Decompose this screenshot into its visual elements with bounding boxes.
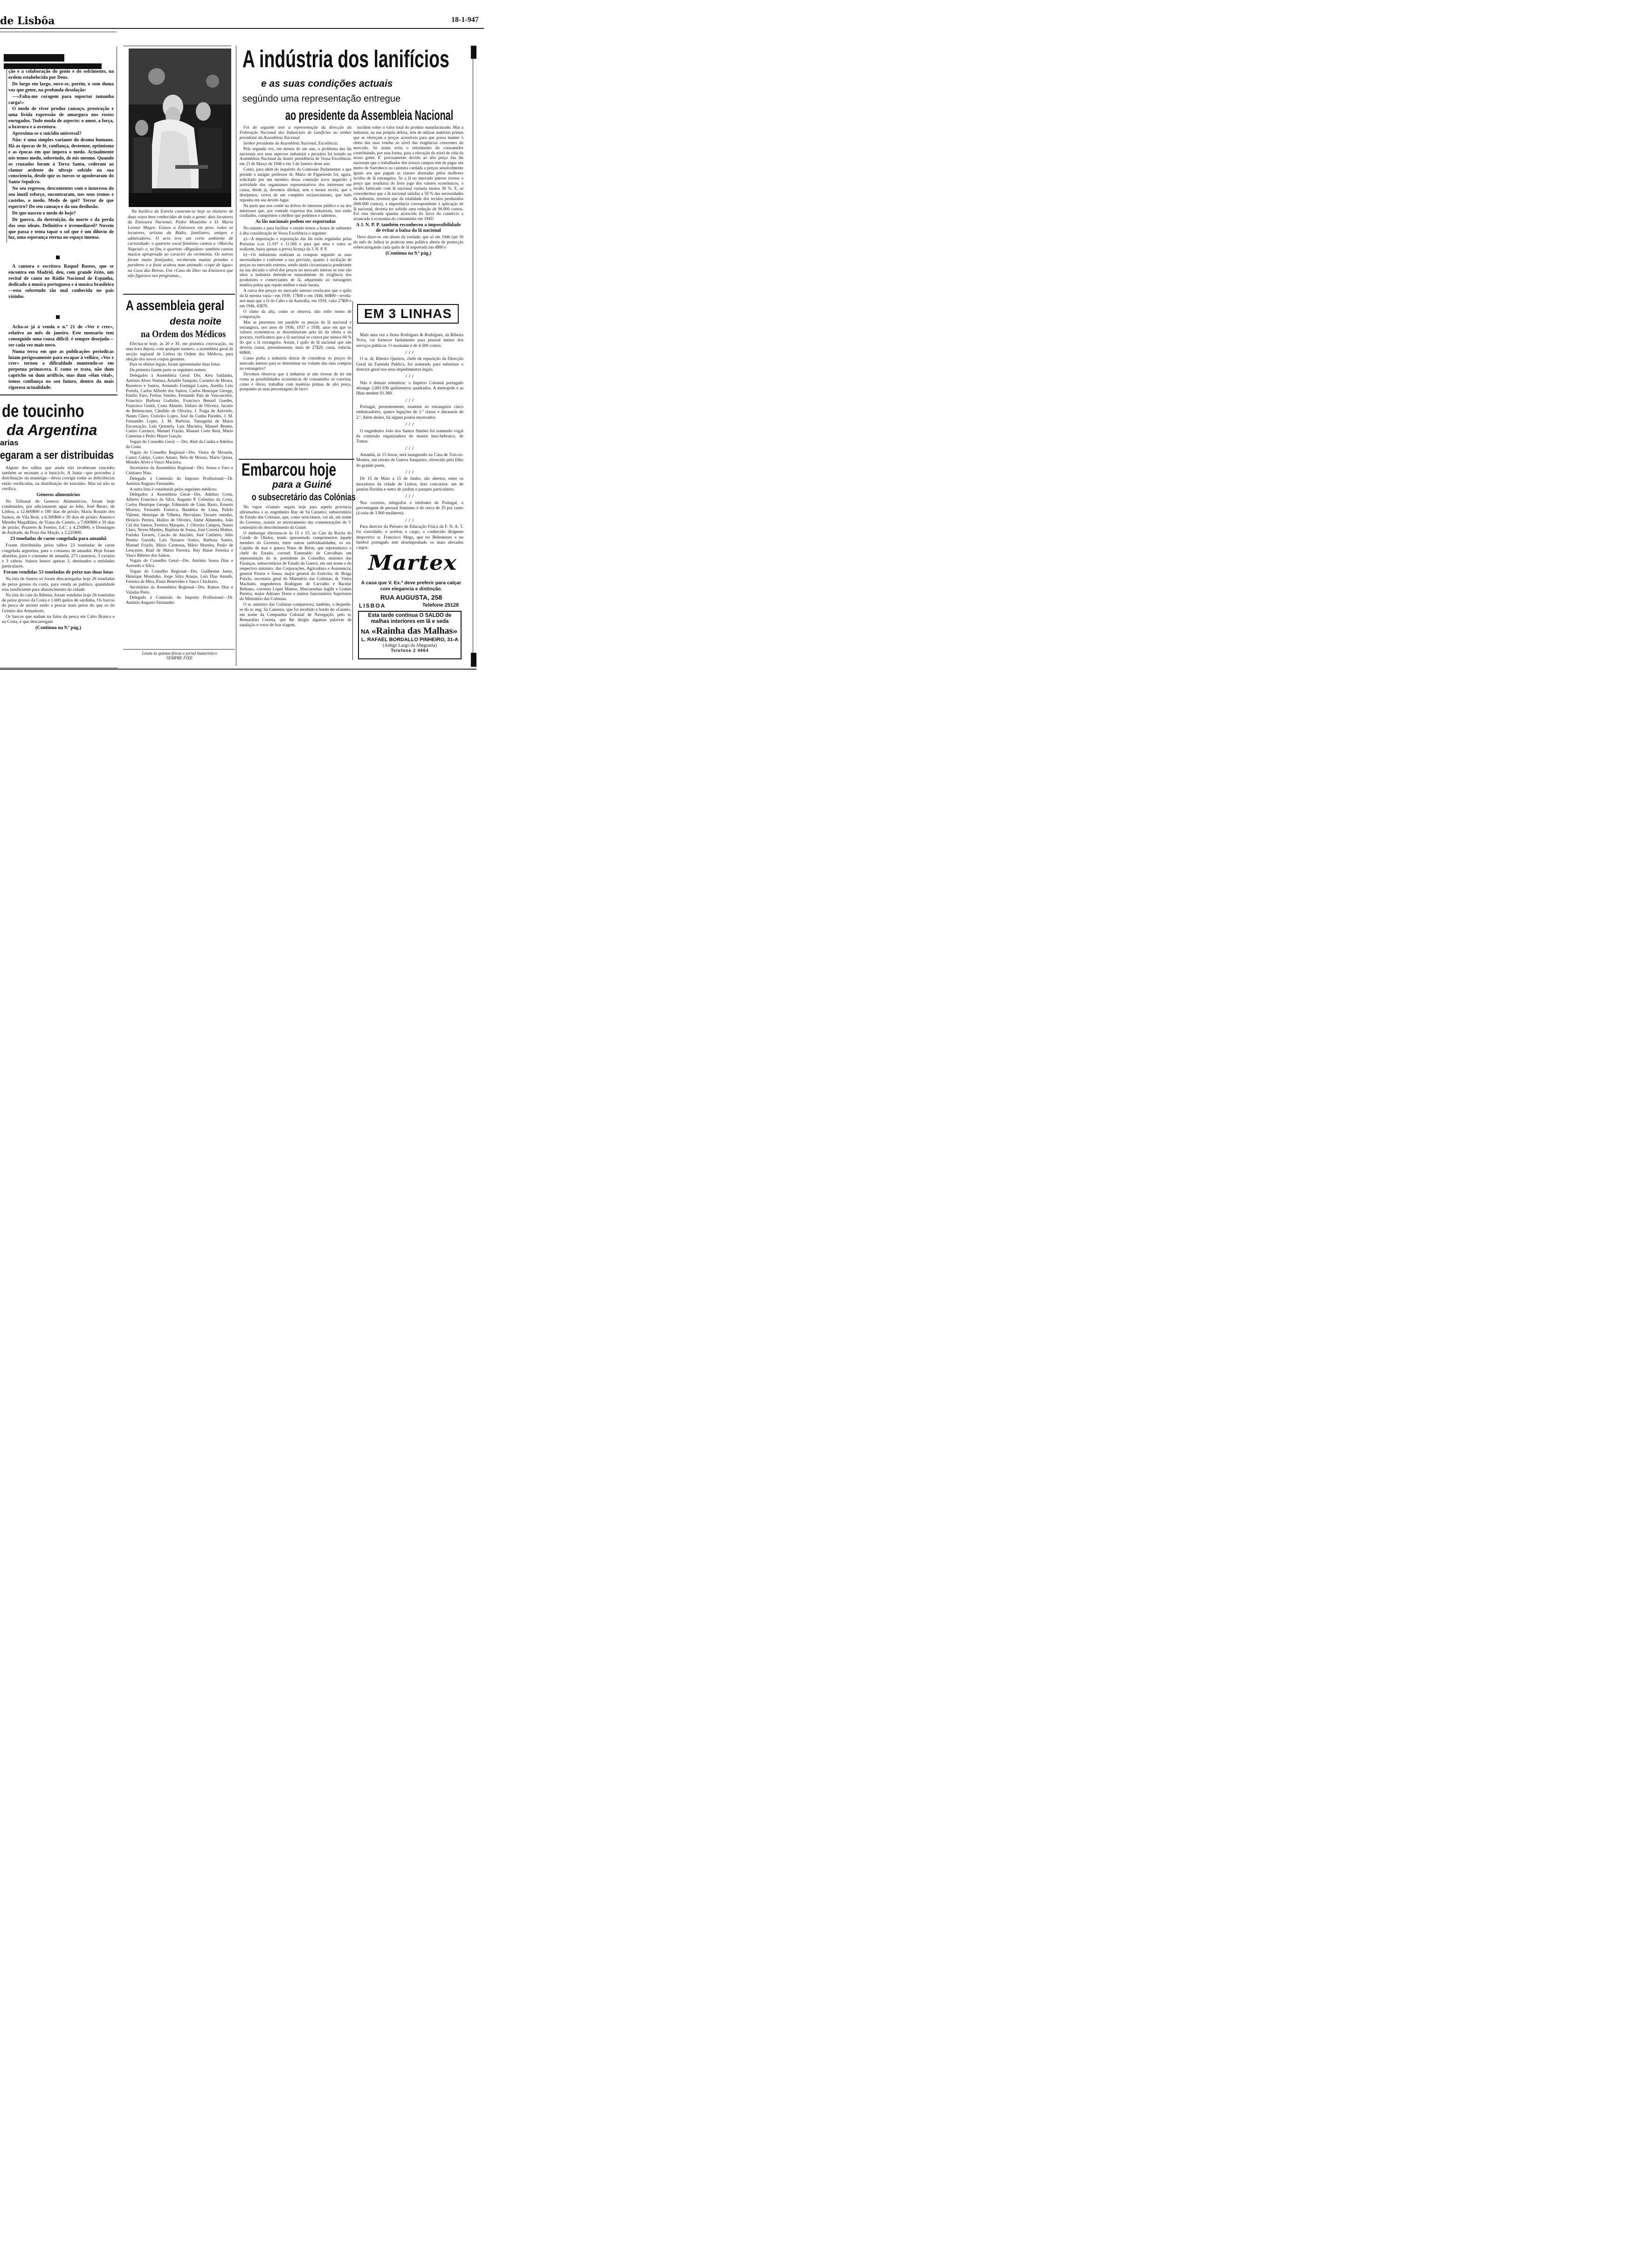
malhas-phone: Telefone 2 4864: [391, 648, 429, 653]
col1-bottom-rule: [0, 394, 117, 395]
col1-para: Aproxima-se o suicidio universal?: [12, 131, 82, 137]
lanificios-para: Deve dizer-se, em abono da verdade, que só em 1946 (até 30 do mês de Julho) se praticou uma política aberta de protecção sobrecarregando cada quilo de lã importada em 4$00 e: [353, 235, 463, 250]
lanificios-para: a)—A importação e exportação das lãs estão reguladas pelas Portarias n.os 11.197 e 11.566 e para que uma e outra se realizem, basta apenas a prévia licença da J. N. P. P.: [240, 236, 352, 251]
lanificios-subhead: A J. N. P. P. também reconheceu a impossibilidade de evitar a baixa da lã nacional: [356, 222, 461, 234]
em3linhas-list: [356, 333, 463, 551]
lanificios-para: Como, para além do inquérito da Comissão Parlamentar a que preside o insigne professor dr. Mário de Figueiredo foi, agora, solicitado por um membro dessa comissão novo inquérito á actividade dos organismos representativos dos interesses em causa, desde já, devemos afirmar, sem o menor receio, que o desejamos, certos de um completo esclarecimento, que tudo reponha em seu devido lugar.: [240, 167, 352, 202]
martex-phone: Telefone 25128: [422, 602, 459, 608]
assembleia-footer: [126, 651, 233, 660]
em3linhas-item: Portugal, presentemente, mantem no estrangeiro cinco embaixadores, quatro legações de 1.ª classe e dezasseis de 2.ª. Além destes, há alguns postos encerrados.: [356, 405, 463, 420]
em3linhas-box: [357, 304, 459, 324]
assembleia-para: Vogais do Conselho Regional—Drs. Vieira de Miranda, Castro Caldas, Castro Amaro, Belo de Morais, Mario Quina, Mendes Alves e Vasco Macieira.: [126, 449, 233, 465]
em3linhas-item: Amanhã, ás 15 horas, será inaugurado na Casa de Trás-os-Montes, um retrato de Guerra Junqueiro, oferecido pelo filho do grande poeta.: [356, 452, 463, 468]
guine-subheadline: para a Guiné: [272, 479, 332, 490]
col1-para: No seu regresso, descontentes com o insucesso do seu inutil esforço, encontraram, nos seus tronos e castelos, o medo. Medo de quê? Terror de que espectro? Do seu cansaço e da sua desilusão.: [8, 186, 114, 209]
toucinho-para: Alguns dos talhos que ainda não receberam toucinho também se recusam a ir buscá-lo. A Junta—que procedeu á distribuição da manteiga—devia corrigir todas as deficiências então verificadas, na distribuição do toucinho. Mas tal não se verifica.: [2, 465, 115, 491]
lanificios-para: incidem sobre o valor total do produto manufacturado. Mas a industria, na sua própria defesa, tem de utilizar matérias primas que se ofereçam a preços acessíveis para que possa manter o ritmo das suas vendas ao nível das exigências crescentes do mercado. Só assim evita o retraimento do consumidor contribuindo, por esta forma, para a elevação do nível de vida da nossa gente. E' precisamente devido ao alto preço das lãs nacionais que o trabalhador dos nossos campos tem de pagar um metro de Surrobeco ou casimira cardada a preços sensivelmente iguais aos que pagam as classes abastadas pelos melhores tecidos de lã estrangeira. Se a lã no mercado interno tivesse o preço que resultaria do livre jogo dos valores económicos, o tecido fabricado com lã nacional custaria menos 30 %. E, se concedermos que a lã nacional satisfaz a 50 % das necessidades da industria, teremos que da totalidade dos tecidos produzidos (600.000 contos), a importância correspondente á aplicação de lã nacional, deveria ter sofrido uma redução de 90.000 contos. Foi esta elevada quantia acrescida do lucro do comércio a arrancada á economia do consumidor em 1945!: [353, 125, 463, 221]
malhas-brand: «Rainha das Malhas»: [371, 626, 458, 636]
lanificios-subhead: As lãs nacionais podem ser exportadas: [255, 219, 336, 225]
toucinho-para: Os barcos que andam na faina da pesca em Cabo Branco e na Costa, e que descarregam: [2, 614, 115, 625]
toucinho-headline: de toucinho: [2, 401, 84, 421]
toucinho-subheadline: da Argentina: [7, 422, 97, 438]
em3linhas-item: O engenheiro João dos Santos Simões foi nomeado vogal da comissão organizadora do museu luso-hebraico, de Tomar.: [356, 429, 463, 444]
redacted-headline-2: [4, 63, 102, 69]
assembleia-para: Para os efeitos legais, foram apresentadas duas listas.: [130, 362, 221, 367]
col1-para: —«Falta-me coragem para suportar tamanha carga!»: [8, 94, 114, 105]
lanificios-para: Pela segunda vez, em menos de um ano, o problema das lãs nacionais nos seus aspectos industrial e pecuário foi tratado na Assembleia Nacional da ilustre presidência de Vossa Excelência: em 23 de Março de 1946 e em 3 de Janeiro deste ano.: [240, 146, 352, 166]
lanificios-para: Devemos observar que á industria se não tivesse de ter em conta as possibilidades económicas do consumidor só conviria, como é óbvio, trabalhar com matérias primas de alto preço, porquanto as suas percentagens de lucro: [240, 371, 352, 392]
em3linhas-item: Nos correios, telegrafos e telefones de Portugal, a percentagem de pessoal feminino é de cerca de 35 por cento (á roda de 3.900 mulheres).: [356, 500, 463, 516]
lanificios-col-a: [240, 125, 352, 456]
em3linhas-separator: / / /: [405, 518, 414, 523]
em3linhas-item: Não é demais relembrar: o Império Colonial português abrange 2.081.936 quilómetros quadrados. A metropole e as Ilhas medem 91.360.: [356, 380, 463, 396]
lanificios-kicker: segúndo uma representação entregue: [242, 94, 401, 104]
guine-body: [240, 505, 352, 662]
col1-note-vercrer: [8, 325, 114, 390]
wedding-photo-image: [129, 48, 231, 207]
redacted-headline-1: [4, 54, 64, 62]
col1-para: A cantora e escritora Raquel Bastos, que se encontra em Madrid, deu, com grande êxito, um recital de canto no Rádio Nacional de Espanha, dedicado á musica portuguesa e á musica brasileira—esta sobretudo tão mal conhecida no país vizinho.: [8, 264, 114, 299]
guine-kicker: o subsecretário das Colónias: [252, 492, 356, 503]
col1-para: Numa terra em que as publicações periodicas lutam perigosamente para escapar á velhice, «Ver e crer» tornou a dificuldade mantendo-se em perpetua primavera. E como se trata, não dum capricho ou dum artificio, mas dum «élan vital», temos confiança no seu futuro, dentro da mais rigorosa actualidade.: [8, 349, 114, 391]
em3linhas-separator: / / /: [405, 422, 414, 428]
toucinho-sub: 23 toneladas de carne congelada para amanhã: [10, 536, 107, 542]
martex-tagline: A casa que V. Ex.ª deve preferir para calçar com elegancia e distinção.: [361, 580, 462, 592]
assembleia-para: Delegado á Comissão do Imposto Profissional—Dr. António Augusto Fernandes.: [126, 595, 233, 605]
right-frame-block-bottom: [471, 653, 476, 667]
toucinho-para: No Tribunal de Generos Alimenticios, foram hoje condenados, por adicionarem agua ao leite, José Bento, de Lisboa, a 12.600$00 e 180 dias de prisão; Maria Rosado dos Santos, de Vila Real, a 6.300$00 e 30 dias de prisão; Americo Mendes Magalhães, de Viana do Castelo, a 7.000$00 e 30 dias de prisão; Prazeres & Fereiro, Ld.ª, a 4.250$00, e Domingos de Andrade, da Praia das Maçãs, a 3.225$00.: [2, 499, 115, 536]
guine-para: No vapor «Guiné» seguiu hoje para aquela provincia ultramarina o sr. engenheiro Ruy de Sá Carneiro, subsecretário de Estado das Colónias, que, como noticiámos, vai ali, em nome do Governo, assistir ao encerramento das comemorações do V centenário do descobrimento da Guiné.: [240, 505, 352, 530]
bullet-square: [56, 315, 60, 319]
toucinho-para: Na lota do cais da Ribeira, foram vendidas hoje 26 toneladas de peixe grosso da Costa e 1.600 quilos de sardinha. Os barcos da pesca de arrasto estão a pescar mais peixe do que os do Grémio dos Armadores.: [2, 593, 115, 614]
assembleia-footer-line: Leiam ás quintas-feiras o jornal humoristico: [142, 651, 217, 656]
martex-brand: Martex: [368, 551, 457, 575]
lanificios-para: Mas se pusermos em paralelo os preços da lã nacional e estrangeira, nos anos de 1936, 1937 e 1938, anos em que os valores económicos se determinavam pela lei da oferta e da procura, verificamos que a lã nacional se cotava por menos 60 % do que a lã estrangeira. Assim, I quilo de lã nacional que não deveria custar, presentemente, mais de 27$20, custa, todavia, 60$00.: [240, 319, 352, 355]
lanificios-para: Na parte que nos coube na defesa do interesse publico e na dos interesses que, por vontade expressa dos industriais, nos estão confiados, cumprimos o melhor que podemos e sabemos.: [240, 203, 352, 218]
assembleia-kicker: na Ordem dos Médicos: [141, 328, 226, 339]
toucinho-sub: Géneros alimentícios: [36, 492, 80, 498]
col1-article: [8, 69, 114, 245]
toucinho-continued: (Continua na 9.ª pág.): [35, 625, 81, 631]
lanificios-para: No entanto e para facilitar o estudo temos a honra de submeter á alta consideração de Vossa Excelência o seguinte:: [240, 226, 352, 236]
col1-para: De guerra, da destruição, da morte e da perda dos seus ideais. Definitivo e irremediavel? Nuvem que passa e tenta tapar o sol que é um diluvio de luz, uma esperança eterna no espaço imenso.: [8, 217, 114, 241]
lanificios-deck: ao presidente da Assembleia Nacional: [285, 108, 454, 123]
assembleia-para: Delegados á Assembleia Geral: Drs. Aleu Saldanha, António Alves Ventura, Arnaldo Sampaio, Carneiro de Moura, Barreiros e Santos, Armando Formigal Luzes, Aurélio Lelo Portela, Carlos Alfredo dos Santos, Carlos Henrique George, Emilio Faro, Freitas Simões, Fernando Pais de Vasconcelos, Francisco Barbosa Godinho, Francisco Benard Guedes, Francisco Gentil, Costa Alemão, Idalino de Oliveira, Jacinto de Bettencourt, Cândido de Oliveira, J. Fraga de Azevedo, Nunes Claro, Craveiro Lopes, José da Cunha Paredes, J. M. Fernandes Lopes, J. M. Barbosa, Tamagnini de Matos Encarnação, Luís Quintela, Luís Macieira, Manuel Bentes, Caeiro Carrasco, Manuel Frazão, Manuel Corte Real, Mário Carmona e Pedro Mayer Garção.: [126, 373, 233, 439]
toucinho-subheadline-frag: arias: [0, 438, 19, 447]
wedding-photo: [129, 48, 231, 207]
masthead-date: 18-1-947: [451, 16, 479, 24]
lanificios-para: Senhor presidente da Assembleia Nacional, Excelência:: [243, 140, 338, 145]
assembleia-para: Vogais do Conselho Regional—Drs. Guilherme Jaenz, Henrique Moutinho, Jorge Silva Araujo, Luís Dias Amado, Ferreira de Mira, Paulo Benevides e Vasco Chichorro.: [126, 569, 233, 584]
assembleia-para: Delegado á Comissão do Imposto Profissional—Dr. António Augusto Fernandes.: [126, 476, 233, 486]
masthead-title: de Lisbôa: [0, 15, 55, 27]
photo-bottom-rule: [123, 294, 235, 295]
em3linhas-separator: / / /: [405, 398, 414, 403]
toucinho-kicker: egaram a ser distribuidas: [0, 449, 114, 462]
malhas-na: NA: [361, 628, 370, 635]
em3linhas-separator: / / /: [405, 446, 414, 451]
col1-note-raquel: [8, 264, 114, 316]
toucinho-body: [2, 465, 115, 667]
guine-headline: Embarcou hoje: [241, 460, 337, 480]
em3linhas-item: Para director do Pelouro de Educação Fisica da F. N. A. T. foi convidado, e aceitou o cargo, o conhecido dirigente desportivo sr. Francisco Mega, que no Belenenses e no futebol português tem desempenhado os mais elevados cargos.: [356, 525, 463, 551]
col1-para: O medo de viver produz cansaço, prostração e uma livida expressão de amargura nos rostos enrugados. Tudo muda de aspecto: o amor, a força, a bravura e a aventura.: [8, 106, 114, 130]
assembleia-subheadline: desta noite: [170, 316, 221, 327]
photo-caption-text: Na basílica da Estrela casaram-se hoje os titulares de duas vozes bem conhecidas de toda a gente: dois locutores da Emissora Nacional, Pedro Moutinho e D. Maria Leonor Magro. Estava a Emissora em peso, todos os locutores, artistas da Rádio, familiares, amigos e admiradores. O acto teve um certo ambiente de curiosidade: o quarteto vocal feminino cantou a «Marcha Nupcial» e, no fim, o quarteto «Riguidon» também cantou musica apropriada ao caracter da cerimónia. Os noivos foram muito festejados, receberam muitas prendas e parabens e a festa acabou num animado «copo de água» na Casa das Beiras. Um «Caso do Dia» na Emissora que não figurava nos programas...: [128, 209, 233, 278]
assembleia-para: Vogais do Conselho Geral — Drs. Abel da Cunha e Adelino da Costa.: [126, 439, 233, 449]
assembleia-para: A outra lista é constituida pelos seguintes médicos:: [130, 486, 217, 491]
malhas-address-note: (Antigo Largo da Abegoaria): [382, 643, 437, 648]
assembleia-headline: A assembleia geral: [126, 298, 225, 313]
em3linhas-separator: / / /: [405, 470, 414, 475]
lanificios-para: A curva dos preços no mercado interno revela-nos que o quilo da lã merina varia—em 1939, 17$00 e em 1946, 60$00—revela-nos mais que a lã do Cabo e da Austrália, em 1939, valia 27$00 e em 1946, 43$70.: [240, 288, 352, 308]
assembleia-bottom-rule: [123, 649, 235, 650]
lanificios-headline: A indústria dos lanifícios: [242, 46, 449, 73]
photo-caption: [128, 209, 233, 291]
assembleia-para: Vogais do Conselho Geral—Drs. António Sousa Dias e Azevedo e Silva.: [126, 558, 233, 568]
assembleia-footer-title: SEMPRE FIXE: [166, 656, 193, 660]
col1-para: De que nasceu o medo de hoje?: [12, 210, 76, 216]
guine-para: O embarque efectuou-se ás 15 e 15, no Cais da Rocha do Conde de Óbidos, tendo apresentado cumprimentos áquele membro do Governo, entre outras individualidades, os srs. Capitão de mar e guerra Nuno de Brion, que representava o chefe do Estado; coronel Esmeraldo de Carvalhais em representação do sr. presidente do Conselho; ministro das Finanças, subsecretários de Estado da Guerra, em seu nome e do respectivo ministro; das Corporações, Agricultura e Assistencia; general Passos e Sousa, major general do Exército; dr. Braga Paixão, secretário geral do Ministério das Colónias; dr. Vieira Machado, engenheiros Rodrigues de Carvalho e Bacelar Bebiano, coroneis Lopes Mateus, Mascarenhas Inglês e Gomes Pereira; major Adriano Dores e muitos funcionários Superiores do Ministério das Colónias.: [240, 530, 352, 602]
col1-para: Não: é uma simples variante do drama humano. Há as épocas de fé, confiança, destemor, optimismo e as épocas em que impera o medo. Actualmente nós temos medo, sobretudo, de nós mesmo. Quando os cruzados foram á Terra Santa, cederam ao clamor ardente do ultraje sofrido na sua consciencia, desde que os turcos se apoderaram do Santo Sepulcro.: [8, 137, 114, 185]
bullet-square: [56, 256, 60, 259]
martex-city: LISBOA: [359, 602, 386, 609]
lanificios-subheadline: e as suas condições actuais: [261, 78, 393, 89]
masthead-rule: [0, 28, 484, 29]
martex-address: RUA AUGUSTA, 258: [380, 594, 442, 601]
malhas-intro: Esta tarde continua O SALDO de malhas interiores em lã e seda: [368, 613, 452, 624]
em3linhas-separator: / / /: [405, 350, 414, 356]
lanificios-para: Foi do seguinte teor a representação da direcção da Federação Nacional dos Industriais de Lanifícios ao senhor presidente da Assembleia Nacional:: [240, 125, 352, 140]
lanificios-para: Como podia a industria deixar de considerar os preços do mercado interno para se determinar no volume das suas compras no estrangeiro?: [240, 355, 352, 371]
malhas-address: L. RAFAEL BORDALLO PINHEIRO, 31-A: [361, 637, 459, 643]
right-frame-block-top: [471, 46, 476, 59]
assembleia-body: [126, 341, 233, 643]
assembleia-para: Da primeira fazem parte os seguintes nomes:: [130, 367, 207, 373]
assembleia-para: Secretários da Assembleia Regional—Drs. Sousa e Faro e Cristiano Nina.: [126, 465, 233, 476]
em3linhas-separator: / / /: [405, 494, 414, 499]
assembleia-para: Secretários da Assembleia Regional—Drs. Ramos Dias e Valadas Preto.: [126, 584, 233, 595]
assembleia-para: Efectua-se hoje, ás 20 e 30, em primeira convocação, ou uma hora depois, com qualquer numero, a assembleia geral da secção regional de Lisboa da Ordem dos Médicos, para eleição dos novos corpos gerentes.: [126, 341, 233, 361]
toucinho-sub: Foram vendidas 53 toneladas de peixe nas duas lotas: [3, 570, 113, 575]
right-col-left-rule: [352, 301, 353, 660]
page-bottom-rule: [0, 669, 476, 670]
em3linhas-title: EM 3 LINHAS: [364, 306, 452, 321]
lanificios-para: b)—Os industriais realizam as compras segundo as suas necessidades e conforme a sua previsão, quanto á oscilação de preços no mercado externo, sendo ainda circunstancia ponderante na sua decisão o nível dos preços no mercado interno se este são altos a industria defende-se naturalmente da exigência dos produtores e comerciantes de lã, adquirindo no estrangeiro matéria prima que repute melhor e mais barata.: [240, 252, 352, 288]
assembleia-para: Delegados á Assembleia Geral—Drs. Adelino Costa, Alberto Francisco da Silva, Augusto P. Celestino da Costa, Carlos Henrique George, Edmundo de Lima Basto, Ernesto Moreira, Fernando Fonseca, Bandeira de Lima, Pulido Valente, Henrique de Vilhena, Herculano Tavares outinho, Horácio Pereira, Idalino de Oliveira, Jaime Almendra, João Cid dos Santos, Ferreira Marques, J. Oliveira Campos, Nunes Claro, Neves Martins, Baptista de Sousa, José Correia Maltez, Farinha Tavares, Cascão de Anciães, José Cutileiro, Júlio Pereira Garrido, Luís Navarro Soeiro, Barbosa Soeiro, Manuel Frazão, Mário Carmona, Mário Moreira, Paulo de Lencastre, Raul de Matos Ferreira, Ruy Hasse Ferreira e Vasco Ribeiro dos Santos.: [126, 492, 233, 558]
lanificios-para: O ritmo da alta, como se observa, não sofre termo de comparação.: [240, 309, 352, 319]
col1-para: De largo em largo, ouve-se, porém, o som duma voz que geme, na profunda desolação:: [8, 81, 114, 93]
col1-para: ção e a colaboração do genio e do sofrimento, na ordem estabelecida por Deus.: [8, 69, 114, 80]
toucinho-para: Na lota de Santos só foram descarregadas hoje 26 toneladas de peixe grosso da costa, para venda ao publico, quantidade esta insuficiente para abastecimento da cidade.: [2, 576, 115, 592]
em3linhas-separator: / / /: [405, 374, 414, 380]
malhas-ad-box: [358, 611, 462, 659]
em3linhas-item: Mais uma vez a firma Rodrigues & Rodrigues, da Ribeira Nova, vai fornecer fardamento para pessoal menor dos serviços públicos. O montante é de 4.500 contos.: [356, 333, 463, 348]
col1-para: Acha-se já á venda o n.º 21 de «Ver e crer», relativo ao mês de janeiro. Este mensario tem conseguido uma cousa dificil: é sempre desejada—ser cada vez mais novo.: [8, 325, 114, 348]
lanificios-col-b: [353, 125, 463, 299]
toucinho-para: Foram distribuidas pelos talhos 23 toneladas de carne congelada argentina, para o consumo de amanhã. Hoje foram abatidos, para o consumo de amanhã, 273 carneiros, 3 cavalos e 3 cabras. Suinos houve apenas 3, destinados a entidades particulares.: [2, 543, 115, 569]
em3linhas-item: De 15 de Maio a 15 de Junho, são abertos, entre os moradores da cidade de Lisboa, dois concursos: um de janelas floridas e outro de jardins e parques particulares.: [356, 477, 463, 492]
lanificios-continued: (Continua na 9.ª pág.): [386, 250, 431, 256]
em3linhas-item: O sr. dr. Ribeiro Queirós, chefe de repartição da Direcção Geral da Fazenda Publica, foi nomeado para substituir o director geral nos seus impedimentos legais.: [356, 357, 463, 373]
guine-para: O sr. ministro das Colónias compareceu, também, a despedir-se do sr. eng. Sá Carneiro, que foi recebido a bordo do «Guiné», em nome da Companhia Colonial de Navegação, pelo sr. Bernardino Correia, que lhe dirigiu algumas palavras de saudação e votos de boa viagem.: [240, 602, 352, 627]
